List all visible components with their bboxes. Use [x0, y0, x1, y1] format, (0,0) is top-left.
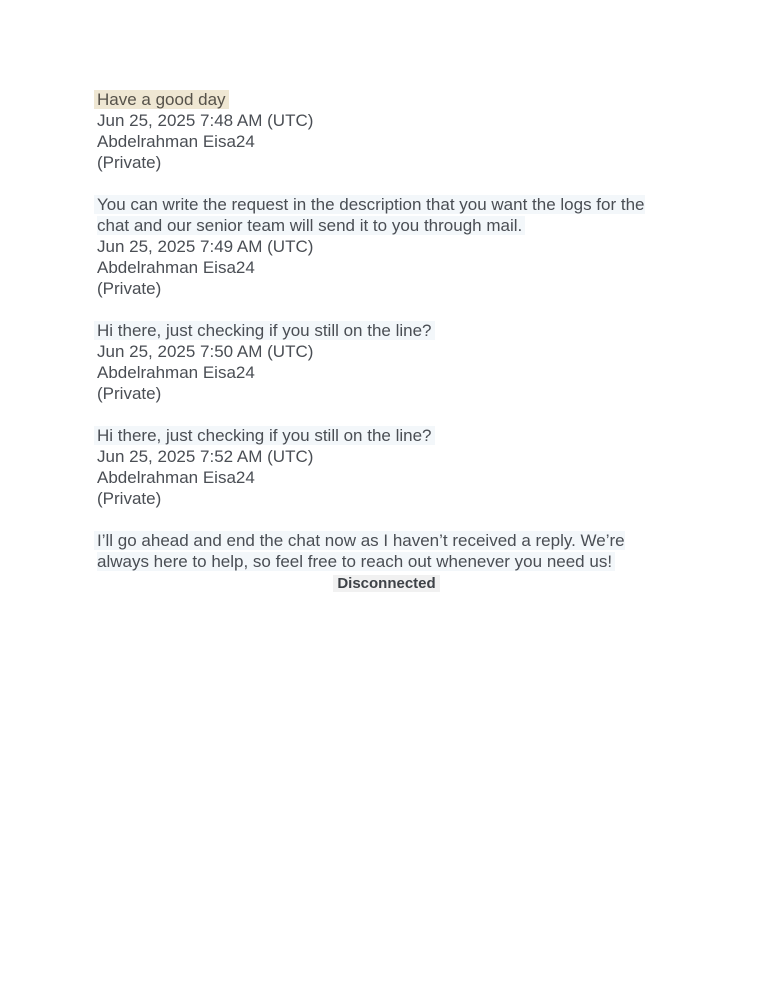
message-line	[97, 530, 676, 572]
message-visibility: (Private)	[97, 489, 162, 508]
message-timestamp: Jun 25, 2025 7:50 AM (UTC)	[97, 342, 314, 361]
message-line	[97, 320, 676, 341]
message-author: Abdelrahman Eisa24	[97, 258, 255, 277]
message-timestamp: Jun 25, 2025 7:48 AM (UTC)	[97, 111, 314, 130]
message-block	[97, 530, 676, 572]
message-timestamp: Jun 25, 2025 7:52 AM (UTC)	[97, 447, 314, 466]
message-visibility: (Private)	[97, 153, 162, 172]
message-line	[97, 425, 676, 446]
message-text: Hi there, just checking if you still on the line?	[94, 426, 435, 445]
message-visibility: (Private)	[97, 279, 162, 298]
message-line	[97, 89, 676, 110]
message-text: Hi there, just checking if you still on the line?	[94, 321, 435, 340]
message-author: Abdelrahman Eisa24	[97, 132, 255, 151]
message-block	[97, 194, 676, 299]
message-line	[97, 194, 676, 236]
message-block	[97, 320, 676, 404]
chat-transcript	[97, 89, 676, 594]
message-text-highlighted: Have a good day	[94, 90, 229, 109]
message-author: Abdelrahman Eisa24	[97, 468, 255, 487]
message-author: Abdelrahman Eisa24	[97, 363, 255, 382]
message-block	[97, 89, 676, 173]
message-block	[97, 425, 676, 509]
disconnected-status: Disconnected	[333, 575, 439, 592]
message-visibility: (Private)	[97, 384, 162, 403]
message-text: You can write the request in the description that you want the logs for the chat and our senior team will send it to you through mail.	[94, 195, 645, 235]
message-text: I’ll go ahead and end the chat now as I haven’t received a reply. We’re always here to help, so feel free to reach out whenever you need us!	[94, 531, 625, 571]
message-timestamp: Jun 25, 2025 7:49 AM (UTC)	[97, 237, 314, 256]
status-row	[97, 572, 676, 594]
